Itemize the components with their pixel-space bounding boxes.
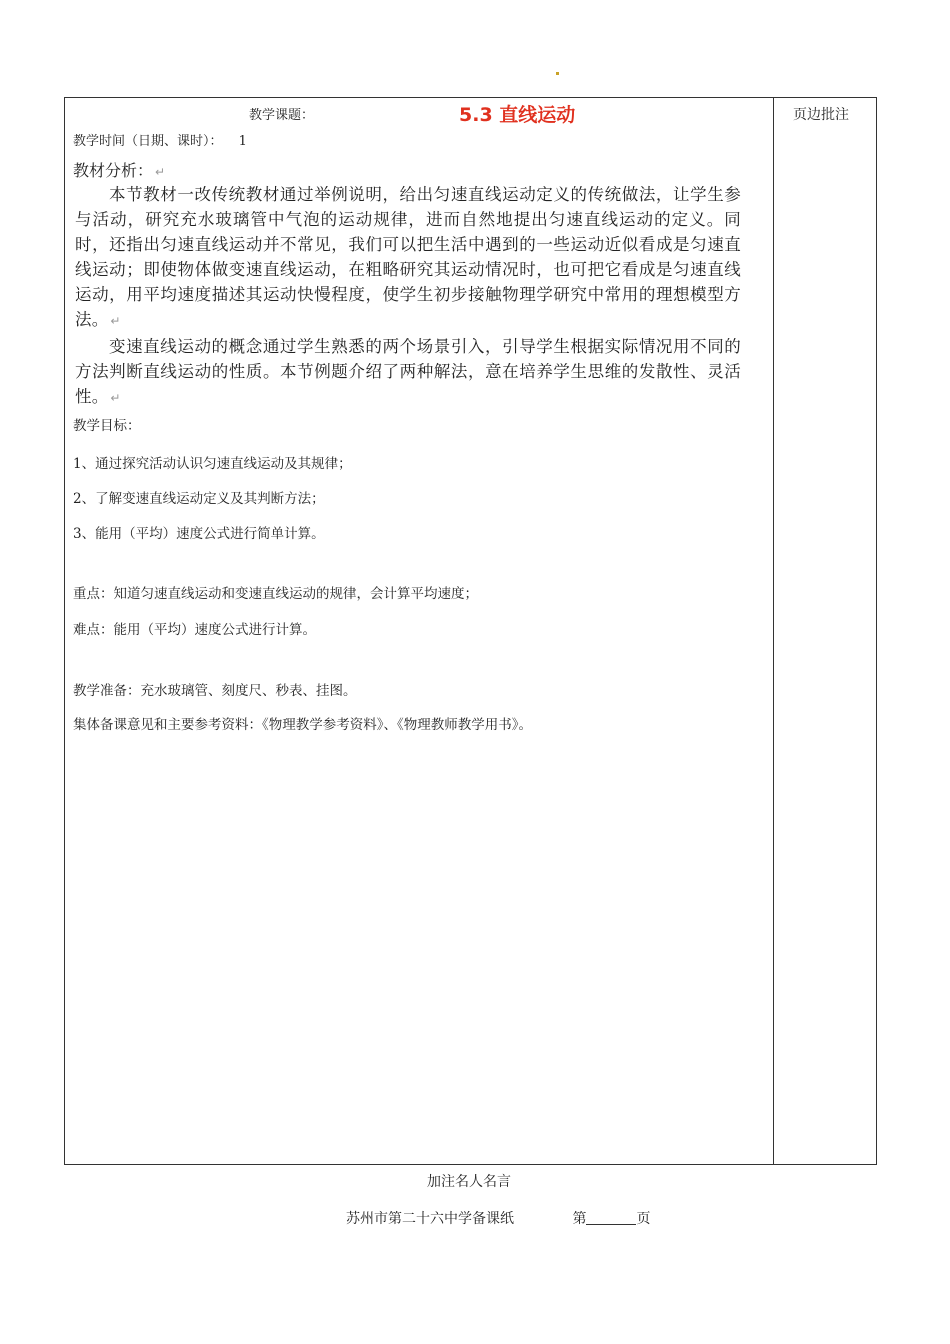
- teaching-time: [73, 130, 247, 149]
- lesson-title: 5.3 直线运动: [459, 104, 576, 126]
- page-prefix: 第: [572, 1211, 587, 1227]
- difficulty: 难点：能用（平均）速度公式进行计算。: [73, 622, 316, 638]
- analysis-heading: [73, 158, 165, 181]
- analysis-paragraph-1: [75, 182, 741, 334]
- key-point: 重点：知道匀速直线运动和变速直线运动的规律，会计算平均速度；: [73, 586, 478, 602]
- analysis-paragraph-2-text: 变速直线运动的概念通过学生熟悉的两个场景引入，引导学生根据实际情况用不同的方法判断直线运动的性质。本节例题介绍了两种解法，意在培养学生思维的发散性、灵活性。: [75, 337, 741, 406]
- famous-quote-label: 加注名人名言: [427, 1174, 511, 1190]
- analysis-paragraph-1-text: 本节教材一改传统教材通过举例说明，给出匀速直线运动定义的传统做法，让学生参与活动，研究充水玻璃管中气泡的运动规律，进而自然地提出匀速直线运动的定义。同时，还指出匀速直线运动并不常见，我们可以把生活中遇到的一些运动近似看成是匀速直线运动；即使物体做变速直线运动，在粗略研究其运动情况时，也可把它看成是匀速直线运动，用平均速度描述其运动快慢程度，使学生初步接触物理学研究中常用的理想模型方法。: [75, 185, 741, 329]
- school-paper-label: 苏州市第二十六中学备课纸: [346, 1211, 514, 1227]
- column-divider: [773, 98, 774, 1164]
- page-number-blank: [586, 1210, 636, 1225]
- group-prep-notes: 集体备课意见和主要参考资料：《物理教学参考资料》、《物理教师教学用书》。: [73, 717, 532, 733]
- goals-heading: 教学目标：: [73, 418, 141, 434]
- paragraph-mark-icon: ↵: [110, 391, 121, 405]
- page-suffix: 页: [636, 1211, 651, 1227]
- teaching-preparation: 教学准备：充水玻璃管、刻度尺、秒表、挂图。: [73, 683, 357, 699]
- goal-item: 2、了解变速直线运动定义及其判断方法；: [73, 491, 325, 507]
- lesson-plan-sheet: [64, 97, 877, 1165]
- margin-notes-header: 页边批注: [793, 107, 849, 123]
- teaching-time-value: 1: [238, 134, 247, 149]
- goal-item: 1、通过探究活动认识匀速直线运动及其规律；: [73, 456, 352, 472]
- goal-item: 3、能用（平均）速度公式进行简单计算。: [73, 526, 325, 542]
- decorative-dot: [556, 72, 559, 75]
- analysis-paragraph-2: [75, 334, 741, 411]
- paragraph-mark-icon: ↵: [155, 165, 166, 179]
- topic-label: 教学课题：: [249, 108, 315, 123]
- analysis-heading-text: 教材分析：: [73, 161, 154, 180]
- paragraph-mark-icon: ↵: [110, 314, 121, 328]
- teaching-time-label: 教学时间（日期、课时）：: [73, 134, 223, 149]
- footer-line: [346, 1208, 650, 1228]
